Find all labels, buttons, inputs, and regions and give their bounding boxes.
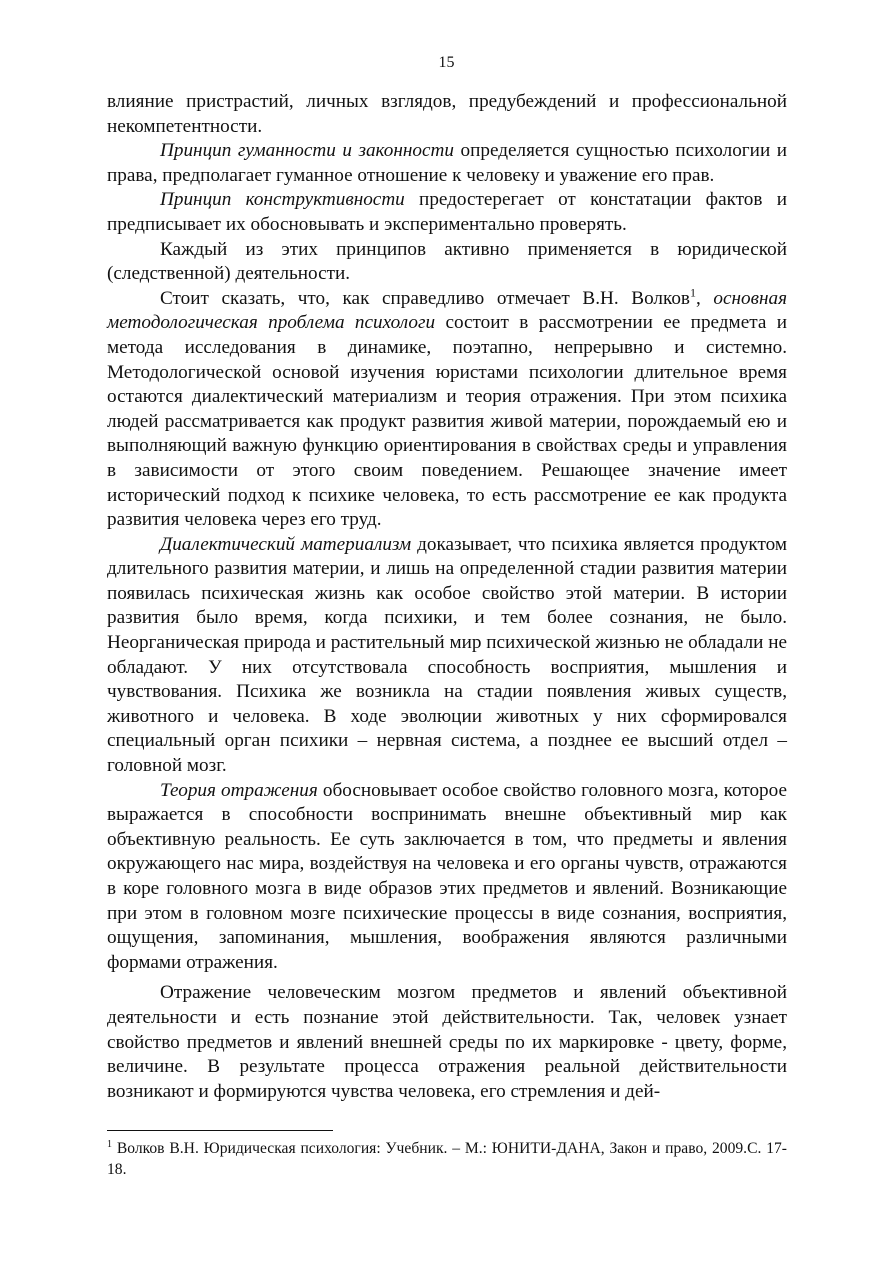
paragraph-text: ,	[696, 287, 714, 309]
paragraph-text: определяется сущностью психологии и права, предполагает гуманное отношение к человеку и уважение его прав.	[107, 140, 787, 186]
paragraph	[107, 287, 787, 533]
italic-term: Теория отражения	[160, 779, 318, 801]
body-text	[107, 90, 787, 1104]
paragraph	[107, 139, 787, 188]
paragraph	[107, 90, 787, 139]
footnote-text: Волков В.Н. Юридическая психология: Учебник. – М.: ЮНИТИ-ДАНА, Закон и право, 2009.С. 17-18.	[107, 1140, 787, 1178]
paragraph	[107, 188, 787, 237]
footnote	[107, 1138, 787, 1180]
footnote-number: 1	[107, 1138, 112, 1150]
paragraph-text: Стоит сказать, что, как справедливо отмечает В.Н. Волков	[160, 287, 690, 309]
page-number: 15	[438, 54, 455, 71]
footnote-reference: 1	[690, 285, 696, 300]
italic-term: Диалектический материализм	[160, 533, 412, 555]
paragraph	[107, 981, 787, 1104]
italic-term: Принцип конструктивности	[160, 189, 405, 211]
italic-term: основная методологическая проблема психологи	[107, 287, 787, 334]
paragraph-text: Каждый из этих принципов активно применяется в юридической (следственной) деятельности.	[107, 238, 787, 285]
paragraph	[107, 779, 787, 976]
paragraph-text: обосновывает особое свойство головного мозга, которое выражается в способности воспринимать внешне объективный мир как объективную реальность. Ее суть заключается в том, что предметы и явления окружающего нас мира, воздействуя на человека и его органы чувств, отражаются в коре головного мозга в виде образов этих предметов и явлений. Возникающие при этом в головном мозге психические процессы в виде сознания, восприятия, ощущения, запоминания, мышления, воображения являются различными формами отражения.	[107, 779, 787, 973]
italic-term: Принцип гуманности и законности	[160, 140, 454, 162]
paragraph-text: Отражение человеческим мозгом предметов и явлений объективной деятельности и есть познание этой действительности. Так, человек узнает свойство предметов и явлений внешней среды по их маркировке - цвету, форме, величине. В результате процесса отражения реальной действительности возникают и формируются чувства человека, его стремления и дей-	[107, 982, 787, 1102]
paragraph	[107, 238, 787, 287]
paragraph-text: состоит в рассмотрении ее предмета и метода исследования в динамике, поэтапно, непрерывно и системно. Методологической основой изучения юристами психологии длительное время остаются диалектический материализм и теория отражения. При этом психика людей рассматривается как продукт развития живой материи, порождаемый ею и выполняющий важную функцию ориентирования в свойствах среды и управления в зависимости от этого своим поведением. Решающее значение имеет исторический подход к психике человека, то есть рассмотрение ее как продукта развития человека через его труд.	[107, 312, 787, 531]
paragraph	[107, 533, 787, 779]
paragraph-text: предостерегает от констатации фактов и предписывает их обосновывать и экспериментально проверять.	[107, 189, 787, 235]
paragraph-text: доказывает, что психика является продуктом длительного развития материи, и лишь на определенной стадии развития материи появилась психическая жизнь как особое свойство этой материи. В истории развития было время, когда психики, и тем более сознания, не было. Неорганическая природа и растительный мир психической жизнью не обладали не обладают. У них отсутствовала способность восприятия, мышления и чувствования. Психика же возникла на стадии появления живых существ, животного и человека. В ходе эволюции животных у них сформировался специальный орган психики – нервная система, а позднее ее высший отдел – головной мозг.	[107, 533, 788, 777]
paragraph-text: влияние пристрастий, личных взглядов, предубеждений и профессиональной некомпетентности.	[107, 91, 787, 137]
footnote-separator	[107, 1130, 333, 1131]
